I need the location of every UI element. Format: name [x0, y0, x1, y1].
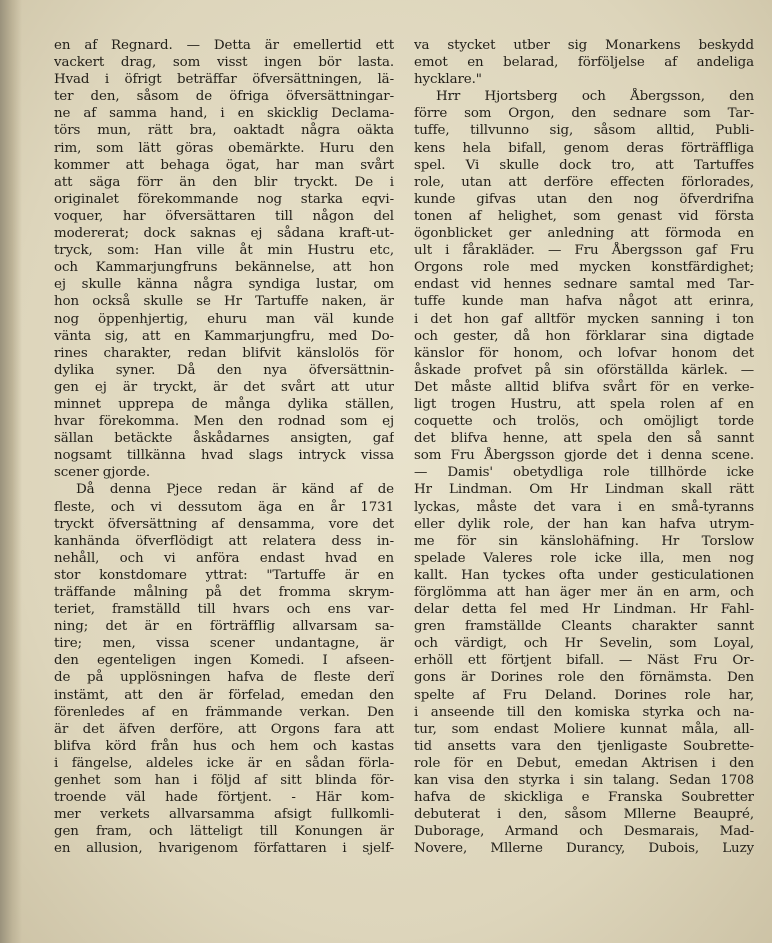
text-line: me för sin känslohäfning. Hr Torslow	[414, 533, 754, 549]
text-line: tryck, som: Han ville åt min Hustru etc,	[54, 243, 394, 259]
text-line: Då denna Pjece redan är känd af de	[76, 482, 394, 498]
text-line: nogsamt tillkänna hvad slags intryck vissa	[54, 448, 394, 464]
text-line: kens hela bifall, genom deras förträffliga	[414, 140, 754, 156]
text-line: ter den, såsom de öfriga öfversättningar-	[54, 89, 394, 105]
text-line: voquer, har öfversättaren till någon del	[54, 208, 394, 224]
text-line: kan visa den styrka i sin talang. Sedan 1708	[414, 773, 754, 789]
text-line: ult i fårakläder. — Fru Åbergsson gaf Fru	[414, 243, 754, 259]
text-line: förglömma att han äger mer än en arm, och	[414, 585, 754, 600]
text-line: sällan betäckte åskådarnes ansigten, gaf	[54, 431, 394, 447]
text-line: coquette och trolös, och omöjligt torde	[414, 414, 754, 430]
text-line: eller dylik role, der han kan hafva utrym-	[414, 516, 754, 532]
text-line: kallt. Han tyckes ofta under gesticulationen	[414, 567, 754, 583]
text-line: tonen af helighet, som genast vid första	[414, 208, 754, 224]
text-line: stor konstdomare yttrat: "Tartuffe är en	[54, 567, 394, 583]
text-line: vackert drag, som visst ingen bör lasta.	[54, 55, 394, 71]
text-line: Duborage, Armand och Desmarais, Mad-	[414, 824, 754, 840]
text-line: en af Regnard. — Detta är emellertid ett	[54, 38, 394, 53]
text-line: endast vid hennes sednare samtal med Tar-	[414, 277, 754, 293]
text-line: role, utan att derföre effecten förlorades,	[414, 174, 754, 190]
text-line: i anseende till den komiska styrka och na-	[414, 704, 754, 720]
text-line: tire; men, vissa scener undantagne, är	[54, 636, 394, 652]
text-line: ne af samma hand, i en skicklig Declama-	[54, 106, 394, 122]
text-line: träffande målning på det fromma skrym-	[54, 585, 394, 600]
text-line: dylika syner. Då den nya öfversättnin-	[54, 362, 394, 378]
text-line: kommer att behaga ögat, har man svårt	[54, 157, 394, 173]
text-line: troende väl hade förtjent. - Här kom-	[54, 790, 394, 806]
text-line: i fängelse, aldeles icke är en sådan förla-	[54, 755, 394, 771]
text-line: ligt trogen Hustru, att spela rolen af en	[414, 396, 754, 412]
text-line: emot en belarad, förföljelse af andeliga	[414, 55, 754, 71]
text-line: minnet upprepa de många dylika ställen,	[54, 396, 394, 412]
text-line: Orgons role med mycken konstfärdighet;	[414, 260, 754, 276]
text-line: hvar förekomma. Men den rodnad som ej	[54, 414, 394, 430]
text-line: rim, som lätt göras obemärkte. Huru den	[54, 140, 394, 156]
text-line: tryckt öfversättning af densamma, vore det	[54, 516, 394, 532]
text-line: erhöll ett förtjent bifall. — Näst Fru Or-	[414, 653, 754, 669]
text-line: vänta sig, att en Kammarjungfru, med Do-	[54, 328, 394, 344]
text-line: ögonblicket ger anledning att förmoda en	[414, 226, 754, 242]
text-line: ej skulle känna några syndiga lustar, om	[54, 277, 394, 293]
text-line: delar detta fel med Hr Lindman. Hr Fahl-	[414, 602, 754, 618]
text-line: den egenteligen ingen Komedi. I afseen-	[54, 653, 394, 669]
left-text-column	[54, 37, 394, 937]
text-line: teriet, framställd till hvars och ens var-	[54, 602, 394, 618]
text-line: en allusion, hvarigenom författaren i sjelf-	[54, 841, 394, 857]
text-line: Hrr Hjortsberg och Åbergsson, den	[436, 89, 754, 105]
text-line: törs mun, rätt bra, oaktadt några oäkta	[54, 123, 394, 139]
text-line: som Fru Åbergsson gjorde det i denna scene.	[414, 448, 754, 464]
text-line: tuffe, tillvunno sig, såsom alltid, Publi-	[414, 123, 754, 139]
text-line: debuterat i den, såsom Mllerne Beaupré,	[414, 807, 754, 823]
text-line: Novere, Mllerne Durancy, Dubois, Luzy	[414, 841, 754, 857]
text-line: rines charakter, redan blifvit känslolös för	[54, 345, 394, 361]
text-line: hon också skulle se Hr Tartuffe naken, är	[54, 294, 394, 310]
text-line: förenledes af en främmande verkan. Den	[54, 704, 394, 720]
text-line: tid ansetts vara den tjenligaste Soubrette-	[414, 738, 754, 754]
text-line: de på upplösningen hafva de fleste derï	[54, 670, 394, 686]
text-line: gen fram, och lätteligt till Konungen är	[54, 824, 394, 840]
text-line: spelte af Fru Deland. Dorines role har,	[414, 687, 754, 703]
text-line: kunde gifvas utan den nog öfverdrifna	[414, 191, 754, 207]
text-line: — Damis' obetydliga role tillhörde icke	[414, 465, 754, 481]
text-line: lyckas, måste det vara i en små-tyranns	[414, 499, 754, 515]
text-line: nog öppenhjertig, ehuru man väl kunde	[54, 311, 394, 327]
text-line: blifva körd från hus och hem och kastas	[54, 738, 394, 754]
text-line: role för en Debut, emedan Aktrisen i den	[414, 755, 754, 771]
text-line: förre som Orgon, den sednare som Tar-	[414, 106, 754, 122]
text-line: åskade profvet på sin oförställda kärlek. —	[414, 362, 754, 378]
text-line: originalet förekommande nog starka eqvi-	[54, 191, 394, 207]
text-line: spelade Valeres role icke illa, men nog	[414, 550, 754, 566]
text-line: instämt, att den är förfelad, emedan den	[54, 687, 394, 703]
text-line: ning; det är en förträfflig allvarsam sa-	[54, 619, 394, 635]
text-line: tuffe kunde man hafva något att erinra,	[414, 294, 754, 310]
text-line: Hr Lindman. Om Hr Lindman skall rätt	[414, 482, 754, 498]
text-line: och gester, då hon förklarar sina digtade	[414, 328, 754, 344]
text-line: känslor för honom, och lofvar honom det	[414, 345, 754, 361]
text-line: det blifva henne, att spela den så sannt	[414, 431, 754, 447]
text-line: och Kammarjungfruns bekännelse, att hon	[54, 260, 394, 276]
text-line: tur, som endast Moliere kunnat måla, all-	[414, 721, 754, 737]
text-line: gren framställde Cleants charakter sannt	[414, 619, 754, 635]
text-line: spel. Vi skulle dock tro, att Tartuffes	[414, 157, 754, 173]
text-line: i det hon gaf alltför mycken sanning i ton	[414, 311, 754, 327]
text-line: nehåll, och vi anföra endast hvad en	[54, 550, 394, 566]
text-line: gen ej är tryckt, är det svårt att utur	[54, 379, 394, 395]
page-binding-shadow	[0, 0, 22, 943]
text-line: mer verkets allvarsamma afsigt fullkomli-	[54, 807, 394, 823]
text-line: kanhända öfverflödigt att relatera dess in-	[54, 533, 394, 549]
text-line: hafva de skickliga e Franska Soubretter	[414, 790, 754, 806]
text-line: Hvad i öfrigt beträffar öfversättningen, lä-	[54, 72, 394, 88]
text-line: scener gjorde.	[54, 465, 151, 481]
text-line: va stycket utber sig Monarkens beskydd	[414, 38, 754, 53]
text-line: genhet som han i följd af sitt blinda för-	[54, 773, 394, 789]
text-line: fleste, och vi dessutom äga en år 1731	[54, 499, 394, 515]
text-line: och värdigt, och Hr Sevelin, som Loyal,	[414, 636, 754, 652]
text-line: Det måste alltid blifva svårt för en verke-	[414, 379, 754, 395]
text-line: är det äfven derföre, att Orgons fara att	[54, 721, 394, 737]
text-line: att säga förr än den blir tryckt. De i	[54, 174, 394, 190]
right-text-column	[414, 37, 754, 937]
text-line: hycklare."	[414, 72, 482, 88]
text-line: gons är Dorines role den förnämsta. Den	[414, 670, 754, 686]
text-line: modererat; dock saknas ej sådana kraft-ut-	[54, 226, 394, 242]
